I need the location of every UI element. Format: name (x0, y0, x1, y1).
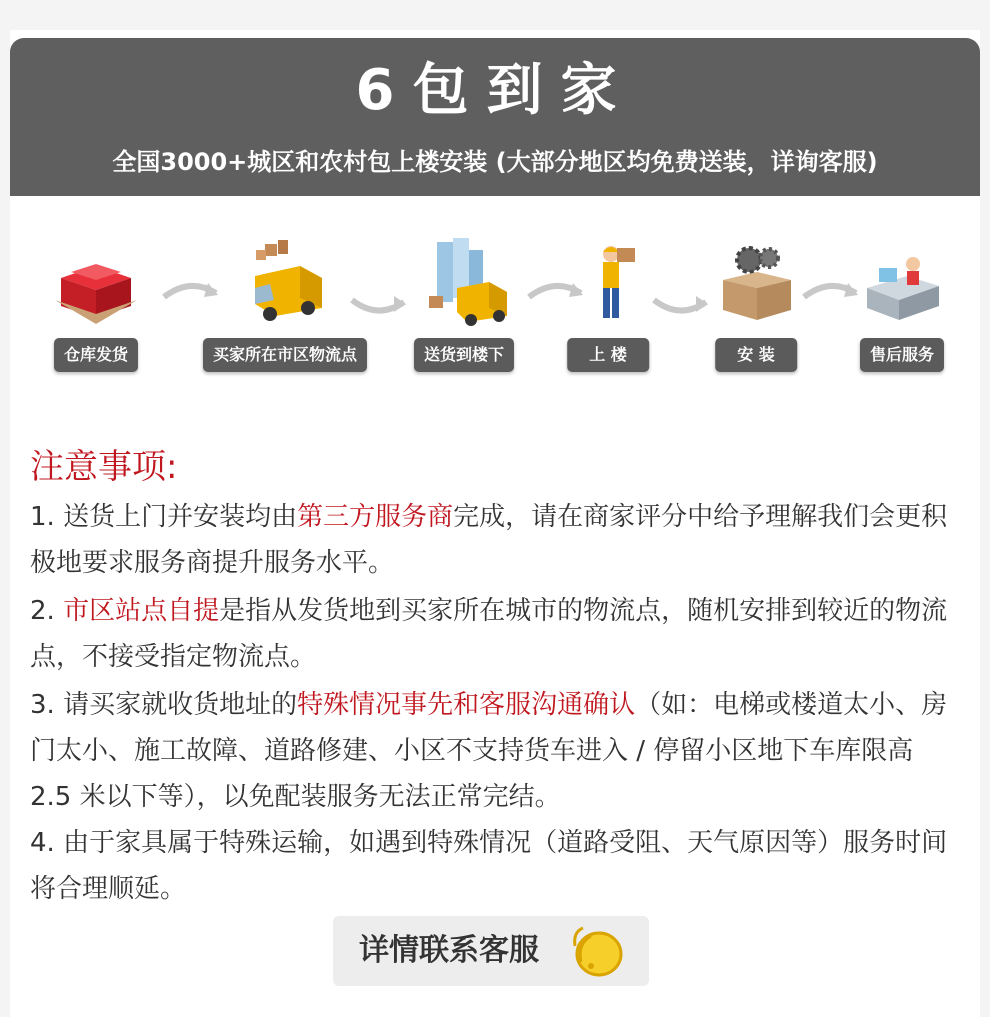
step-label: 仓库发货 (54, 338, 138, 372)
contact-service-button[interactable] (333, 916, 649, 986)
note-highlight: 市区站点自提 (63, 596, 220, 626)
step-label: 送货到楼下 (414, 338, 514, 372)
worker-carrying-icon (553, 238, 663, 328)
contact-label: 详情联系客服 (359, 933, 539, 968)
step-after-sales (822, 230, 982, 380)
step-label: 售后服务 (860, 338, 944, 372)
note-text: 2. (30, 596, 64, 626)
header-banner (10, 38, 980, 196)
note-item-3 (30, 682, 960, 820)
note-highlight: 第三方服务商 (297, 502, 454, 532)
note-text: 1. 送货上门并安装均由 (30, 502, 298, 532)
step-downstairs (384, 230, 544, 380)
step-warehouse (16, 230, 176, 380)
step-label: 安 装 (715, 338, 797, 372)
note-item-4: 4. 由于家具属于特殊运输，如遇到特殊情况（道路受阻、天气原因等）服务时间将合理顺延。 (30, 828, 948, 904)
page (10, 30, 980, 1017)
note-highlight: 特殊情况事先和客服沟通确认 (297, 690, 636, 720)
bell-icon (569, 924, 627, 980)
notes-title: 注意事项: (30, 447, 178, 487)
step-install (676, 230, 836, 380)
page-subtitle: 全国3000+城区和农村包上楼安装 (大部分地区均免费送装，详询客服) (112, 148, 878, 176)
note-text: （如：电梯或楼道太小、房门太小、施工故障、道路修建、小区不支持货车进入 / 停留小区地下车库限高 2.5 米以下等），以免配装服务无法正常完结。 (30, 690, 948, 812)
page-title: 6包到家 (355, 58, 635, 123)
note-item-1 (30, 494, 960, 586)
note-text: 完成，请在商家评分中给予理解我们会更积极地要求服务商提升服务水平。 (30, 502, 948, 578)
warehouse-box-icon (41, 238, 151, 328)
note-text: 3. 请买家就收货地址的 (30, 690, 298, 720)
service-desk-icon (847, 238, 957, 328)
step-label: 买家所在市区物流点 (203, 338, 367, 372)
delivery-steps (10, 230, 980, 380)
building-truck-icon (409, 238, 519, 328)
note-item-2 (30, 588, 960, 680)
delivery-truck-icon (230, 238, 340, 328)
step-city-logistics (205, 230, 365, 380)
gear-box-icon (701, 238, 811, 328)
notes-section (30, 442, 960, 912)
note-text: 是指从发货地到买家所在城市的物流点，随机安排到较近的物流点，不接受指定物流点。 (30, 596, 948, 672)
step-label: 上 楼 (567, 338, 649, 372)
